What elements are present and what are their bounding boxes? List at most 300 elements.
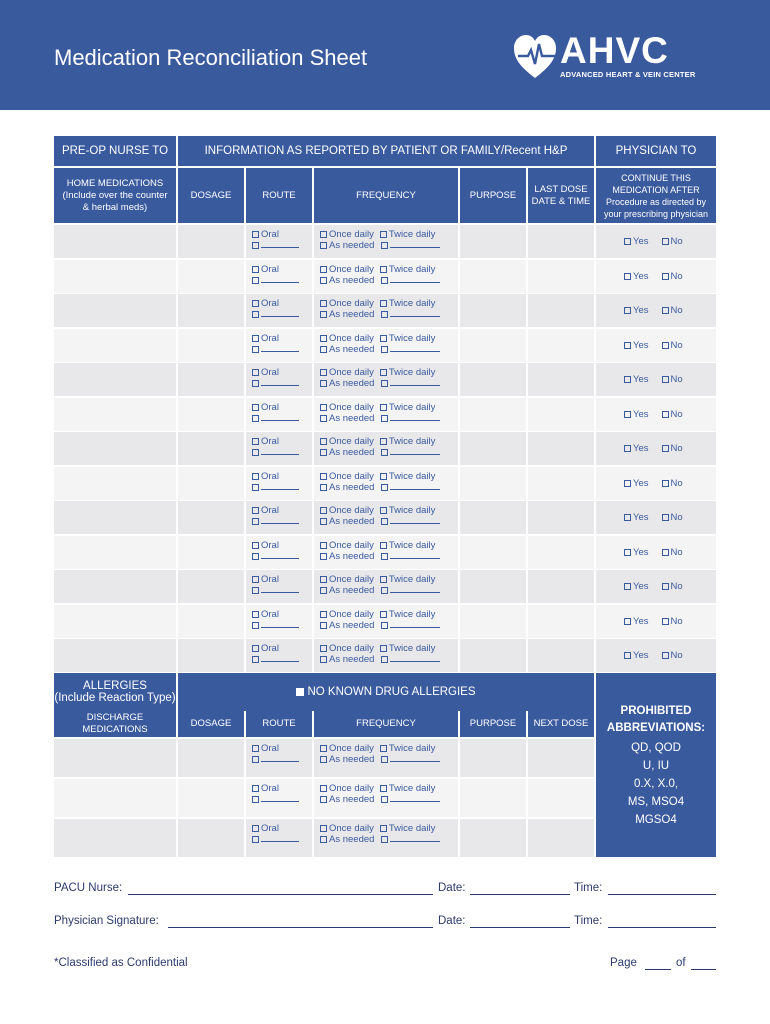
twice-daily-checkbox[interactable] xyxy=(380,438,387,445)
oral-label: Oral xyxy=(261,264,279,275)
medication-cell[interactable] xyxy=(54,260,176,293)
dosage-cell[interactable] xyxy=(178,225,244,258)
purpose-cell[interactable] xyxy=(460,294,526,327)
as-needed-checkbox[interactable] xyxy=(320,796,327,803)
purpose-cell[interactable] xyxy=(460,779,526,817)
oral-checkbox[interactable] xyxy=(252,300,259,307)
twice-daily-checkbox[interactable] xyxy=(380,369,387,376)
once-daily-checkbox[interactable] xyxy=(320,473,327,480)
frequency-other-field[interactable] xyxy=(390,517,440,524)
twice-daily-label: Twice daily xyxy=(388,367,436,378)
dosage-cell[interactable] xyxy=(178,260,244,293)
continue-options xyxy=(624,409,683,420)
medication-cell[interactable] xyxy=(54,225,176,258)
dose-time-cell[interactable] xyxy=(528,432,594,465)
twice-daily-checkbox[interactable] xyxy=(380,576,387,583)
route-other-field[interactable] xyxy=(261,379,299,386)
frequency-row-1 xyxy=(320,823,435,834)
twice-daily-checkbox[interactable] xyxy=(380,266,387,273)
no-checkbox[interactable] xyxy=(662,411,669,418)
route-other-field[interactable] xyxy=(261,276,299,283)
route-other-field[interactable] xyxy=(261,755,299,762)
yes-label: Yes xyxy=(633,340,649,351)
as-needed-label: As needed xyxy=(329,620,375,631)
dose-time-cell[interactable] xyxy=(528,467,594,500)
route-other-field[interactable] xyxy=(261,517,299,524)
physician-time-field[interactable] xyxy=(608,927,716,928)
page-number-field[interactable] xyxy=(645,969,671,970)
as-needed-label: As needed xyxy=(329,413,375,424)
frequency-other-field[interactable] xyxy=(390,552,440,559)
oral-label: Oral xyxy=(261,609,279,620)
as-needed-checkbox[interactable] xyxy=(320,346,327,353)
oral-checkbox[interactable] xyxy=(252,231,259,238)
dose-time-cell[interactable] xyxy=(528,605,594,638)
route-oral-option xyxy=(252,823,279,834)
no-checkbox[interactable] xyxy=(662,445,669,452)
no-checkbox[interactable] xyxy=(662,514,669,521)
pacu-time-label: Time: xyxy=(574,882,603,894)
frequency-other-field[interactable] xyxy=(390,795,440,802)
yes-checkbox[interactable] xyxy=(624,342,631,349)
once-daily-checkbox[interactable] xyxy=(320,507,327,514)
oral-checkbox[interactable] xyxy=(252,473,259,480)
physician-time-label: Time: xyxy=(574,915,603,927)
oral-checkbox[interactable] xyxy=(252,266,259,273)
purpose-cell[interactable] xyxy=(460,363,526,396)
oral-checkbox[interactable] xyxy=(252,335,259,342)
page-total-field[interactable] xyxy=(691,969,716,970)
medication-cell[interactable] xyxy=(54,605,176,638)
once-daily-checkbox[interactable] xyxy=(320,542,327,549)
purpose-cell[interactable] xyxy=(460,225,526,258)
route-other-checkbox[interactable] xyxy=(252,836,259,843)
route-other-checkbox[interactable] xyxy=(252,518,259,525)
route-other-option xyxy=(252,654,299,665)
pacu-date-field[interactable] xyxy=(470,894,570,895)
yes-checkbox[interactable] xyxy=(624,514,631,521)
oral-checkbox[interactable] xyxy=(252,404,259,411)
dose-time-cell[interactable] xyxy=(528,739,594,777)
medication-cell[interactable] xyxy=(54,739,176,777)
frequency-other-checkbox[interactable] xyxy=(381,756,388,763)
as-needed-checkbox[interactable] xyxy=(320,380,327,387)
no-label: No xyxy=(670,512,683,523)
dose-time-cell[interactable] xyxy=(528,363,594,396)
pacu-nurse-field[interactable] xyxy=(128,894,433,895)
as-needed-checkbox[interactable] xyxy=(320,756,327,763)
no-checkbox[interactable] xyxy=(662,583,669,590)
oral-checkbox[interactable] xyxy=(252,825,259,832)
route-other-option xyxy=(252,447,299,458)
medication-cell[interactable] xyxy=(54,329,176,362)
dose-time-cell[interactable] xyxy=(528,536,594,569)
as-needed-checkbox[interactable] xyxy=(320,484,327,491)
physician-date-label: Date: xyxy=(438,915,466,927)
as-needed-checkbox[interactable] xyxy=(320,242,327,249)
route-other-option xyxy=(252,516,299,527)
physician-date-field[interactable] xyxy=(470,927,570,928)
dosage-cell[interactable] xyxy=(178,467,244,500)
once-daily-checkbox[interactable] xyxy=(320,438,327,445)
medication-cell[interactable] xyxy=(54,501,176,534)
yes-checkbox[interactable] xyxy=(624,480,631,487)
no-checkbox[interactable] xyxy=(662,307,669,314)
frequency-other-field[interactable] xyxy=(390,621,440,628)
medication-cell[interactable] xyxy=(54,639,176,672)
once-daily-checkbox[interactable] xyxy=(320,300,327,307)
route-other-checkbox[interactable] xyxy=(252,449,259,456)
confidential-note: *Classified as Confidential xyxy=(54,957,188,969)
frequency-other-field[interactable] xyxy=(390,483,440,490)
frequency-other-field[interactable] xyxy=(390,448,440,455)
route-other-field[interactable] xyxy=(261,483,299,490)
purpose-cell[interactable] xyxy=(460,739,526,777)
route-other-field[interactable] xyxy=(261,655,299,662)
route-other-checkbox[interactable] xyxy=(252,756,259,763)
as-needed-checkbox[interactable] xyxy=(320,449,327,456)
continue-options xyxy=(624,305,683,316)
twice-daily-label: Twice daily xyxy=(388,333,436,344)
frequency-other-checkbox[interactable] xyxy=(381,484,388,491)
yes-checkbox[interactable] xyxy=(624,618,631,625)
route-other-checkbox[interactable] xyxy=(252,553,259,560)
route-other-checkbox[interactable] xyxy=(252,415,259,422)
frequency-other-field[interactable] xyxy=(390,835,440,842)
preop-header: PRE-OP NURSE TO xyxy=(54,136,176,166)
frequency-other-field[interactable] xyxy=(390,586,440,593)
route-other-checkbox[interactable] xyxy=(252,277,259,284)
frequency-other-field[interactable] xyxy=(390,241,440,248)
dose-time-cell[interactable] xyxy=(528,329,594,362)
as-needed-checkbox[interactable] xyxy=(320,587,327,594)
pacu-time-field[interactable] xyxy=(608,894,716,895)
oral-checkbox[interactable] xyxy=(252,542,259,549)
frequency-other-checkbox[interactable] xyxy=(381,415,388,422)
once-daily-checkbox[interactable] xyxy=(320,404,327,411)
as-needed-checkbox[interactable] xyxy=(320,836,327,843)
purpose-cell[interactable] xyxy=(460,570,526,603)
dose-time-cell[interactable] xyxy=(528,225,594,258)
dosage-cell[interactable] xyxy=(178,432,244,465)
no-label: No xyxy=(670,340,683,351)
frequency-other-field[interactable] xyxy=(390,310,440,317)
route-other-option xyxy=(252,275,299,286)
dosage-cell[interactable] xyxy=(178,570,244,603)
route-oral-option xyxy=(252,367,279,378)
once-daily-checkbox[interactable] xyxy=(320,369,327,376)
once-daily-checkbox[interactable] xyxy=(320,266,327,273)
frequency-other-checkbox[interactable] xyxy=(381,836,388,843)
frequency-other-field[interactable] xyxy=(390,414,440,421)
once-daily-checkbox[interactable] xyxy=(320,645,327,652)
no-label: No xyxy=(670,374,683,385)
once-daily-checkbox[interactable] xyxy=(320,231,327,238)
dose-time-cell[interactable] xyxy=(528,398,594,431)
route-other-option xyxy=(252,482,299,493)
purpose-cell[interactable] xyxy=(460,432,526,465)
route-oral-option xyxy=(252,609,279,620)
twice-daily-checkbox[interactable] xyxy=(380,300,387,307)
frequency-other-field[interactable] xyxy=(390,345,440,352)
medication-cell[interactable] xyxy=(54,819,176,857)
dosage-cell[interactable] xyxy=(178,363,244,396)
twice-daily-checkbox[interactable] xyxy=(380,611,387,618)
dosage-cell[interactable] xyxy=(178,536,244,569)
discharge-purpose-header: PURPOSE xyxy=(460,711,526,737)
oral-checkbox[interactable] xyxy=(252,438,259,445)
once-daily-label: Once daily xyxy=(329,574,374,585)
as-needed-label: As needed xyxy=(329,482,375,493)
route-other-checkbox[interactable] xyxy=(252,380,259,387)
purpose-cell[interactable] xyxy=(460,467,526,500)
dose-time-cell[interactable] xyxy=(528,501,594,534)
route-other-field[interactable] xyxy=(261,586,299,593)
twice-daily-checkbox[interactable] xyxy=(380,507,387,514)
purpose-cell[interactable] xyxy=(460,260,526,293)
twice-daily-checkbox[interactable] xyxy=(380,335,387,342)
once-daily-checkbox[interactable] xyxy=(320,576,327,583)
as-needed-checkbox[interactable] xyxy=(320,553,327,560)
medication-cell[interactable] xyxy=(54,363,176,396)
dose-time-cell[interactable] xyxy=(528,570,594,603)
frequency-other-checkbox[interactable] xyxy=(381,346,388,353)
twice-daily-checkbox[interactable] xyxy=(380,745,387,752)
route-other-option xyxy=(252,620,299,631)
purpose-cell[interactable] xyxy=(460,501,526,534)
yes-checkbox[interactable] xyxy=(624,411,631,418)
info-header: INFORMATION AS REPORTED BY PATIENT OR FAMILY/Recent H&P xyxy=(178,136,594,166)
once-daily-checkbox[interactable] xyxy=(320,785,327,792)
dose-time-cell[interactable] xyxy=(528,779,594,817)
pacu-nurse-label: PACU Nurse: xyxy=(54,882,123,894)
page-label: Page xyxy=(610,957,637,969)
oral-checkbox[interactable] xyxy=(252,645,259,652)
route-other-checkbox[interactable] xyxy=(252,311,259,318)
frequency-row-1 xyxy=(320,402,435,413)
frequency-other-field[interactable] xyxy=(390,755,440,762)
twice-daily-checkbox[interactable] xyxy=(380,785,387,792)
no-label: No xyxy=(670,236,683,247)
no-checkbox[interactable] xyxy=(662,273,669,280)
frequency-other-checkbox[interactable] xyxy=(381,553,388,560)
route-oral-option xyxy=(252,298,279,309)
route-other-field[interactable] xyxy=(261,448,299,455)
ahvc-logo xyxy=(512,32,722,82)
yes-checkbox[interactable] xyxy=(624,652,631,659)
route-other-option xyxy=(252,551,299,562)
twice-daily-label: Twice daily xyxy=(388,436,436,447)
purpose-cell[interactable] xyxy=(460,398,526,431)
twice-daily-checkbox[interactable] xyxy=(380,473,387,480)
dose-time-cell[interactable] xyxy=(528,639,594,672)
dose-time-cell[interactable] xyxy=(528,819,594,857)
once-daily-checkbox[interactable] xyxy=(320,745,327,752)
as-needed-checkbox[interactable] xyxy=(320,656,327,663)
dosage-cell[interactable] xyxy=(178,779,244,817)
purpose-cell[interactable] xyxy=(460,819,526,857)
frequency-row-1 xyxy=(320,643,435,654)
dosage-cell[interactable] xyxy=(178,329,244,362)
yes-label: Yes xyxy=(633,236,649,247)
yes-label: Yes xyxy=(633,478,649,489)
yes-checkbox[interactable] xyxy=(624,238,631,245)
medication-cell[interactable] xyxy=(54,294,176,327)
as-needed-checkbox[interactable] xyxy=(320,622,327,629)
twice-daily-label: Twice daily xyxy=(388,298,436,309)
no-checkbox[interactable] xyxy=(662,652,669,659)
route-other-checkbox[interactable] xyxy=(252,656,259,663)
oral-label: Oral xyxy=(261,298,279,309)
purpose-cell[interactable] xyxy=(460,536,526,569)
oral-checkbox[interactable] xyxy=(252,745,259,752)
route-other-field[interactable] xyxy=(261,795,299,802)
dosage-cell[interactable] xyxy=(178,398,244,431)
as-needed-label: As needed xyxy=(329,834,375,845)
oral-checkbox[interactable] xyxy=(252,576,259,583)
dosage-cell[interactable] xyxy=(178,639,244,672)
yes-checkbox[interactable] xyxy=(624,307,631,314)
frequency-other-checkbox[interactable] xyxy=(381,622,388,629)
frequency-row-1 xyxy=(320,505,435,516)
frequency-other-checkbox[interactable] xyxy=(381,449,388,456)
physician-signature-field[interactable] xyxy=(168,927,433,928)
yes-checkbox[interactable] xyxy=(624,549,631,556)
yes-checkbox[interactable] xyxy=(624,376,631,383)
once-daily-label: Once daily xyxy=(329,823,374,834)
once-daily-label: Once daily xyxy=(329,264,374,275)
purpose-cell[interactable] xyxy=(460,605,526,638)
route-other-option xyxy=(252,378,299,389)
frequency-other-field[interactable] xyxy=(390,379,440,386)
continue-options xyxy=(624,616,683,627)
twice-daily-checkbox[interactable] xyxy=(380,825,387,832)
once-daily-checkbox[interactable] xyxy=(320,825,327,832)
no-checkbox[interactable] xyxy=(662,480,669,487)
oral-checkbox[interactable] xyxy=(252,785,259,792)
route-other-field[interactable] xyxy=(261,241,299,248)
frequency-other-checkbox[interactable] xyxy=(381,518,388,525)
medication-cell[interactable] xyxy=(54,570,176,603)
route-other-checkbox[interactable] xyxy=(252,346,259,353)
no-checkbox[interactable] xyxy=(662,549,669,556)
oral-checkbox[interactable] xyxy=(252,369,259,376)
medication-cell[interactable] xyxy=(54,779,176,817)
dosage-cell[interactable] xyxy=(178,739,244,777)
dose-time-cell[interactable] xyxy=(528,294,594,327)
frequency-row-2 xyxy=(320,240,440,251)
twice-daily-checkbox[interactable] xyxy=(380,404,387,411)
nkda-checkbox[interactable] xyxy=(296,688,304,696)
frequency-other-checkbox[interactable] xyxy=(381,656,388,663)
frequency-other-checkbox[interactable] xyxy=(381,796,388,803)
as-needed-checkbox[interactable] xyxy=(320,311,327,318)
last-dose-header: LAST DOSE DATE & TIME xyxy=(528,168,594,223)
once-daily-label: Once daily xyxy=(329,643,374,654)
yes-label: Yes xyxy=(633,305,649,316)
dose-time-cell[interactable] xyxy=(528,260,594,293)
route-other-checkbox[interactable] xyxy=(252,796,259,803)
yes-checkbox[interactable] xyxy=(624,583,631,590)
no-checkbox[interactable] xyxy=(662,376,669,383)
route-other-field[interactable] xyxy=(261,835,299,842)
as-needed-label: As needed xyxy=(329,447,375,458)
no-checkbox[interactable] xyxy=(662,342,669,349)
dosage-cell[interactable] xyxy=(178,819,244,857)
as-needed-checkbox[interactable] xyxy=(320,518,327,525)
medication-cell[interactable] xyxy=(54,432,176,465)
route-other-checkbox[interactable] xyxy=(252,484,259,491)
route-other-field[interactable] xyxy=(261,552,299,559)
as-needed-checkbox[interactable] xyxy=(320,277,327,284)
purpose-cell[interactable] xyxy=(460,639,526,672)
frequency-other-checkbox[interactable] xyxy=(381,587,388,594)
route-other-field[interactable] xyxy=(261,414,299,421)
frequency-other-checkbox[interactable] xyxy=(381,242,388,249)
as-needed-checkbox[interactable] xyxy=(320,415,327,422)
nkda-label: NO KNOWN DRUG ALLERGIES xyxy=(307,686,476,698)
oral-label: Oral xyxy=(261,783,279,794)
yes-checkbox[interactable] xyxy=(624,445,631,452)
as-needed-label: As needed xyxy=(329,275,375,286)
route-other-option xyxy=(252,344,299,355)
no-checkbox[interactable] xyxy=(662,618,669,625)
page-header xyxy=(0,0,770,110)
as-needed-label: As needed xyxy=(329,240,375,251)
continue-header: CONTINUE THIS MEDICATION AFTER Procedure as directed by your prescribing physician xyxy=(596,168,716,223)
frequency-other-field[interactable] xyxy=(390,655,440,662)
route-other-field[interactable] xyxy=(261,621,299,628)
oral-checkbox[interactable] xyxy=(252,611,259,618)
route-other-field[interactable] xyxy=(261,345,299,352)
route-other-option xyxy=(252,754,299,765)
route-other-checkbox[interactable] xyxy=(252,622,259,629)
dosage-cell[interactable] xyxy=(178,501,244,534)
no-label: No xyxy=(670,409,683,420)
medication-cell[interactable] xyxy=(54,536,176,569)
no-checkbox[interactable] xyxy=(662,238,669,245)
frequency-row-1 xyxy=(320,743,435,754)
route-other-field[interactable] xyxy=(261,310,299,317)
prohibited-abbreviations-box xyxy=(596,673,716,857)
frequency-row-2 xyxy=(320,754,440,765)
frequency-other-field[interactable] xyxy=(390,276,440,283)
frequency-other-checkbox[interactable] xyxy=(381,311,388,318)
once-daily-checkbox[interactable] xyxy=(320,335,327,342)
frequency-other-checkbox[interactable] xyxy=(381,277,388,284)
route-other-checkbox[interactable] xyxy=(252,587,259,594)
frequency-row-1 xyxy=(320,540,435,551)
route-other-checkbox[interactable] xyxy=(252,242,259,249)
medication-cell[interactable] xyxy=(54,398,176,431)
dosage-cell[interactable] xyxy=(178,605,244,638)
dosage-cell[interactable] xyxy=(178,294,244,327)
oral-label: Oral xyxy=(261,743,279,754)
as-needed-label: As needed xyxy=(329,516,375,527)
twice-daily-checkbox[interactable] xyxy=(380,231,387,238)
oral-checkbox[interactable] xyxy=(252,507,259,514)
medication-cell[interactable] xyxy=(54,467,176,500)
yes-checkbox[interactable] xyxy=(624,273,631,280)
frequency-other-checkbox[interactable] xyxy=(381,380,388,387)
twice-daily-checkbox[interactable] xyxy=(380,645,387,652)
prohibited-item: MGSO4 xyxy=(635,814,677,826)
purpose-cell[interactable] xyxy=(460,329,526,362)
once-daily-label: Once daily xyxy=(329,471,374,482)
twice-daily-checkbox[interactable] xyxy=(380,542,387,549)
frequency-row-1 xyxy=(320,783,435,794)
once-daily-checkbox[interactable] xyxy=(320,611,327,618)
